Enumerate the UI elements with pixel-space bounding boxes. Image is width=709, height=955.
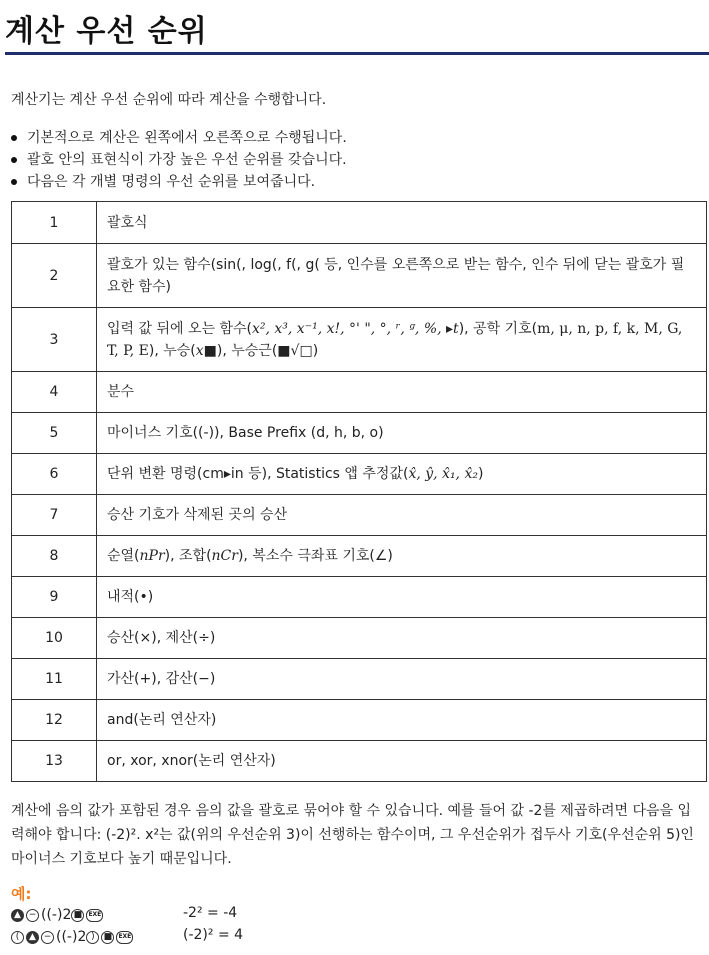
shift-key-icon: ▲ <box>11 909 24 922</box>
table-row <box>12 741 707 782</box>
desc-cell: 괄호식 <box>97 202 707 244</box>
minus-key-icon: − <box>26 909 39 922</box>
table-row <box>12 372 707 413</box>
table-row <box>12 244 707 308</box>
desc-cell: 단위 변환 명령(cm▸in 등), Statistics 앱 추정값(x̂, ŷ, x̂₁, x̂₂) <box>97 454 707 495</box>
rank-cell: 10 <box>12 618 97 659</box>
square-key-icon: ■ <box>71 909 84 922</box>
table-row <box>12 659 707 700</box>
example-label: 예: <box>11 885 32 903</box>
desc-cell: 내적(•) <box>97 577 707 618</box>
bullet-dot <box>11 157 17 163</box>
desc-cell: 분수 <box>97 372 707 413</box>
table-row <box>12 454 707 495</box>
key-sequence-text: ((-)2 <box>41 907 72 923</box>
desc-cell: 순열(nPr), 조합(nCr), 복소수 극좌표 기호(∠) <box>97 536 707 577</box>
bullet-list <box>11 127 347 193</box>
minus-key-icon: − <box>41 931 54 944</box>
exe-key-icon: EXE <box>116 931 133 944</box>
key-sequence-text: ((-)2 <box>56 929 87 945</box>
table-row <box>12 700 707 741</box>
example-result-2: (-2)² = 4 <box>183 927 244 943</box>
rank-cell: 7 <box>12 495 97 536</box>
desc-cell: 마이너스 기호((-)), Base Prefix (d, h, b, o) <box>97 413 707 454</box>
desc-cell: 괄호가 있는 함수(sin(, log(, f(, g( 등, 인수를 오른쪽으로 받는 함수, 인수 뒤에 닫는 괄호가 필요한 함수) <box>97 244 707 308</box>
rank-cell: 4 <box>12 372 97 413</box>
square-key-icon: ■ <box>101 931 114 944</box>
close-paren-key-icon: ) <box>86 931 99 944</box>
title-underline <box>5 52 709 55</box>
desc-cell: 가산(+), 감산(−) <box>97 659 707 700</box>
desc-cell: 승산 기호가 삭제된 곳의 승산 <box>97 495 707 536</box>
rank-cell: 9 <box>12 577 97 618</box>
desc-cell: 입력 값 뒤에 오는 함수(x², x³, x⁻¹, x!, °' ", °, ʳ, ᵍ, %, ▸t), 공학 기호(m, μ, n, p, f, k, M, G, T, P, E), 누승(x■), 누승근(■√□) <box>97 308 707 372</box>
desc-cell: or, xor, xnor(논리 연산자) <box>97 741 707 782</box>
note-paragraph: 계산에 음의 값가 포함된 경우 음의 값을 괄호로 묶어야 할 수 있습니다. 예를 들어 값 -2를 제곱하려면 다음을 입력해야 합니다: (-2)². x²는 값(위의 우선순위 3)이 선행하는 함수이며, 그 우선순위가 접두사 기호(우선순위 5)인 마이너스 기호보다 높기 때문입니다. <box>11 803 694 867</box>
page-title: 계산 우선 순위 <box>5 14 208 49</box>
desc-cell: and(논리 연산자) <box>97 700 707 741</box>
intro-text: 계산기는 계산 우선 순위에 따라 계산을 수행합니다. <box>11 92 327 108</box>
open-paren-key-icon: ( <box>11 931 24 944</box>
precedence-table <box>11 201 707 782</box>
bullet-item: 괄호 안의 표현식이 가장 높은 우선 순위를 갖습니다. <box>11 149 347 171</box>
rank-cell: 2 <box>12 244 97 308</box>
table-row <box>12 308 707 372</box>
example-result-1: -2² = -4 <box>183 905 238 921</box>
desc-cell: 승산(×), 제산(÷) <box>97 618 707 659</box>
bullet-dot <box>11 135 17 141</box>
rank-cell: 1 <box>12 202 97 244</box>
shift-key-icon: ▲ <box>26 931 39 944</box>
table-row <box>12 618 707 659</box>
rank-cell: 11 <box>12 659 97 700</box>
exe-key-icon: EXE <box>86 909 103 922</box>
rank-cell: 13 <box>12 741 97 782</box>
example-line-2 <box>11 927 135 947</box>
rank-cell: 12 <box>12 700 97 741</box>
rank-cell: 5 <box>12 413 97 454</box>
table-row <box>12 202 707 244</box>
bullet-item: 기본적으로 계산은 왼쪽에서 오른쪽으로 수행됩니다. <box>11 127 347 149</box>
rank-cell: 8 <box>12 536 97 577</box>
bullet-item: 다음은 각 개별 명령의 우선 순위를 보여줍니다. <box>11 171 347 193</box>
rank-cell: 6 <box>12 454 97 495</box>
rank-cell: 3 <box>12 308 97 372</box>
example-line-1 <box>11 905 105 925</box>
bullet-dot <box>11 179 17 185</box>
table-row <box>12 413 707 454</box>
table-row <box>12 536 707 577</box>
table-row <box>12 495 707 536</box>
table-row <box>12 577 707 618</box>
